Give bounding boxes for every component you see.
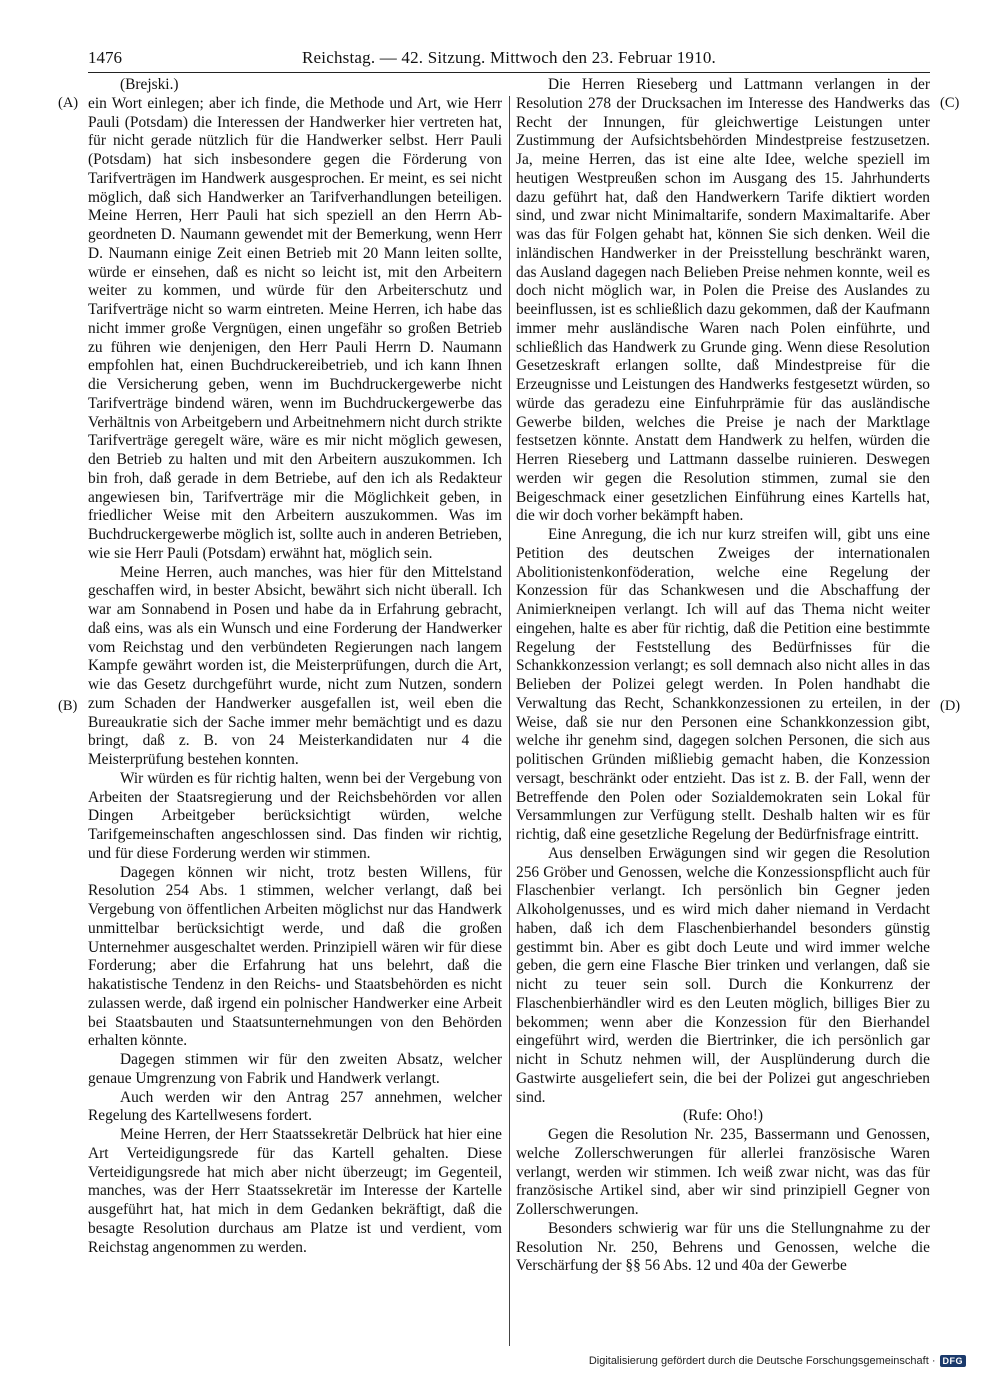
page-header <box>88 46 930 73</box>
paragraph: Dagegen stimmen wir für den zweiten Absatz, welcher genaue Umgrenzung von Fabrik und Handwerk verlangt. <box>88 1051 502 1087</box>
paragraph: Wir würden es für richtig halten, wenn bei der Vergebung von Arbeiten der Staatsregierung und der Reichsbehörden vor allen Dingen Arbeitgeber berücksichtigt würden, welche Tarifgemeinschaften angeschlossen sind. Das finden wir richtig, und für diese Forderung werden wir stimmen. <box>88 769 502 862</box>
paragraph: Eine Anregung, die ich nur kurz streifen will, gibt uns eine Petition des deutschen Zweiges der internationalen Abolitionistenkonföderation, welche eine Regelung der Konzession für das Schankwesen und die Abschaffung der Animierkneipen verlangt. Ich will auf das Thema nicht weiter eingehen, halte es aber für richtig, daß die Petition eine bestimmte Regelung der Feststellung des Bedürfnisses für die Schankkonzession verlangt; es soll demnach also nicht alles in das Belieben der Polizei gelegt werden. In Polen handhabt die Verwaltung das Recht, Schankkonzessionen zu erteilen, in der Weise, daß sie nur den Personen eine Schankkonzession gibt, welche ihr genehm sind, dagegen solchen Personen, die sich aus politischen Gründen mißliebig gemacht haben, die Konzession versagt, beschränkt oder entzieht. Das ist z. B. der Fall, wenn der Betreffende den Polen oder Sozialdemokraten sein Lokal für Versammlungen zur Verfügung stellt. Deshalb halten wir es für richtig, daß eine gesetzliche Regelung der Bedürfnisfrage eintritt. <box>516 526 930 843</box>
speaker-name: (Brejski.) <box>120 76 179 93</box>
paragraph: Auch werden wir den Antrag 257 annehmen, welcher Regelung des Kartellwesens fordert. <box>88 1088 502 1125</box>
paragraph: Aus denselben Erwägungen sind wir gegen die Resolution 256 Gröber und Genossen, welche die Konzessionspflicht auch für Flaschenbier verlangt. Ich persönlich bin Gegner jeden Alkoholgenusses, und es wird mich daher niemand in Verdacht haben, daß ich dem Flaschenbierhandel besonders günstig gestimmt bin. Aber es gibt doch Leute und wird immer welche geben, die gern eine Flasche Bier trinken und verlangen, daß sie nicht zu teuer sein soll. Durch die Konkurrenz der Flaschenbierhändler wird es den Leuten möglich, billiges Bier zu bekommen; wenn aber die Konzession für den Bierhandel eingeführt wird, werden die Biertrinker, die ich persönlich gar nicht in Schutz nehmen will, der Ausplünderung durch die Gastwirte ausgeliefert sein, die bei der Polizei gut angeschrieben sind. <box>516 844 930 1106</box>
paragraph: Dagegen können wir nicht, trotz besten Willens, für Resolution 254 Abs. 1 stimmen, welcher verlangt, daß bei Vergebung von öffentlichen Arbeiten möglichst nur das Handwerk unmittelbar berücksichtigt werde, und daß die großen Unternehmer ausgeschaltet werden. Prinzipiell wären wir für diese Forderung; aber die Erfahrung hat uns belehrt, daß die hakatistische Tendenz in den Reichs- und Staatsbehörden es nicht zulassen werde, daß irgend ein polnischer Handwerker eine Arbeit bei Staatsbauten und Staatsunternehmungen von den Behörden erhalten könnte. <box>88 863 502 1050</box>
margin-marker-c: (C) <box>940 95 960 111</box>
right-column <box>516 76 930 1276</box>
margin-marker-a: (A) <box>58 95 79 111</box>
running-title: Reichstag. — 42. Sitzung. Mittwoch den 23. Februar 1910. <box>302 48 716 67</box>
interjection: (Rufe: Oho!) <box>683 1107 763 1125</box>
margin-marker-d: (D) <box>940 698 961 714</box>
column-divider <box>509 96 510 1346</box>
paragraph: Meine Herren, auch manches, was hier für den Mittelstand geschaffen wird, in bester Absicht, bewährt sich nicht überall. Ich war am Sonnabend in Posen und habe da in Erfahrung gebracht, daß eins, was als ein Wunsch und eine Forderung der Handwerker vom Reichstag und den verbündeten Regierungen nach langem Kampfe gewährt worden ist, die Meisterprüfungen, durch die Art, wie das Gesetz durchgeführt wurde, nicht zum Nutzen, sondern zum Schaden der Handwerker ausgefallen ist, weil eben die Bureaukratie sich der Sache immer mehr bemächtigt und es dazu bringt, daß z. B. von 24 Meisterkandidaten nur 4 die Meisterprüfung bestehen konnten. <box>88 563 502 768</box>
page-number: 1476 <box>88 48 122 67</box>
left-column <box>88 76 502 1257</box>
margin-marker-b: (B) <box>58 698 78 714</box>
paragraph: ein Wort einlegen; aber ich finde, die Methode und Art, wie Herr Pauli (Potsdam) die Interessen der Handwerker hier vertreten hat, für nicht gerade nützlich für die Handwerker selbst. Herr Pauli (Potsdam) hat sich insbesondere gegen die Förderung von Tarifverträgen im Handwerk ausgesprochen. Er meint, es sei nicht möglich, daß sich Handwerker an Tarifverhandlungen beteiligen. Meine Herren, Herr Pauli hat sich speziell an den Herrn Abgeordneten D. Naumann gewendet mit der Bemerkung, wenn Herr D. Naumann einige Zeit einen Betrieb mit 20 Mann leiten sollte, würde er einsehen, daß es nicht so leicht ist, mit den Arbeitern weiter zu kommen, und würde für den Arbeiterschutz und Tarifverträge nicht so warm eintreten. Meine Herren, ich habe das nicht immer große Vergnügen, einen ungefähr so großen Betrieb zu führen wie denjenigen, den Herr Pauli Herrn D. Naumann empfohlen hat, einen Buchdruckereibetrieb, und ich kann Ihnen die Versicherung geben, wenn im Buchdruckergewerbe nicht Tarifverträge bindend wären, wenn im Buchdruckergewerbe das Verhältnis von Arbeitgebern und Arbeitnehmern nicht durch strikte Tarifverträge geregelt wäre, wäre es mir nicht möglich gewesen, den Betrieb zu halten und mit den Arbeitern auszukommen. Ich bin froh, daß gerade in dem Betriebe, auf den ich als Redakteur angewiesen bin, Tarifverträge mir die Möglichkeit geben, in friedlicher Weise mit den Arbeitern auszukommen. Was im Buchdruckergewerbe möglich ist, sollte auch in anderen Betrieben, wie sie Herr Pauli (Potsdam) erwähnt hat, möglich sein. <box>88 94 502 562</box>
paragraph: Meine Herren, der Herr Staatssekretär Delbrück hat hier eine Art Verteidigungsrede für das Kartell gehalten. Diese Verteidigungsrede hat mich aber nicht überzeugt; im Gegenteil, manches, was der Herr Staatssekretär im Interesse der Kartelle ausgeführt hat, hat mich in dem Gedanken bekräftigt, daß die besagte Resolution durchaus am Platze ist und verdient, vom Reichstag angenommen zu werden. <box>88 1126 502 1256</box>
footer-text: Digitalisierung gefördert durch die Deutsche Forschungsgemeinschaft · <box>588 1355 936 1367</box>
paragraph: Die Herren Rieseberg und Lattmann verlangen in der Resolution 278 der Drucksachen im Interesse des Handwerks das Recht der Innungen, für gleichwertige Leistungen unter Zustimmung der Aufsichtsbehörden Mindestpreise festzusetzen. Ja, meine Herren, das ist eine alte Idee, welche speziell im heutigen Westpreußen schon im Ausgang des 15. Jahrhunderts dazu geführt hat, daß den Handwerkern Tarife diktiert worden sind, und zwar nicht Minimaltarife, sondern Maximaltarife. Aber was das für Folgen gehabt hat, können Sie sich denken. Weil die inländischen Handwerker in der Preisstellung beschränkt waren, das Ausland dagegen nach Belieben Preise nehmen konnte, weil es doch nicht möglich war, in Polen die Preise des Auslandes zu beeinflussen, ist es schließlich dazu gekommen, daß der Kaufmann immer mehr ausländische Waren nach Polen einführte, und schließlich das Handwerk zu Grunde ging. Wenn diese Resolution Gesetzeskraft erlangen sollte, daß Mindestpreise für die Erzeugnisse und Leistungen des Handwerks festgesetzt würden, so würde das geradezu eine Einfuhrprämie für das ausländische Gewerbe bilden, welches die Preise je nach der Marktlage festsetzen könnte. Anstatt dem Handwerk zu helfen, würden die Herren Rieseberg und Lattmann dasselbe ruinieren. Deswegen werden wir gegen die Resolution stimmen, zumal sie den Beigeschmack einer gesetzlichen Einführung eines Kartells hat, die wir doch vorher bekämpft haben. <box>516 76 930 525</box>
footer-credit <box>589 1355 966 1367</box>
dfg-logo-icon: DFG <box>940 1355 967 1367</box>
paragraph: Gegen die Resolution Nr. 235, Bassermann und Genossen, welche Zollerschwerungen für allerlei französische Waren verlangt, werden wir stimmen. Ich weiß zwar nicht, was das für französische Artikel sind, aber wir sind prinzipiell Gegner von Zollerschwerungen. <box>516 1126 930 1218</box>
paragraph: Besonders schwierig war für uns die Stellungnahme zu der Resolution Nr. 250, Behrens und Genossen, welche die Verschärfung der §§ 56 Abs. 12 und 40a der Gewerbe <box>516 1219 930 1275</box>
